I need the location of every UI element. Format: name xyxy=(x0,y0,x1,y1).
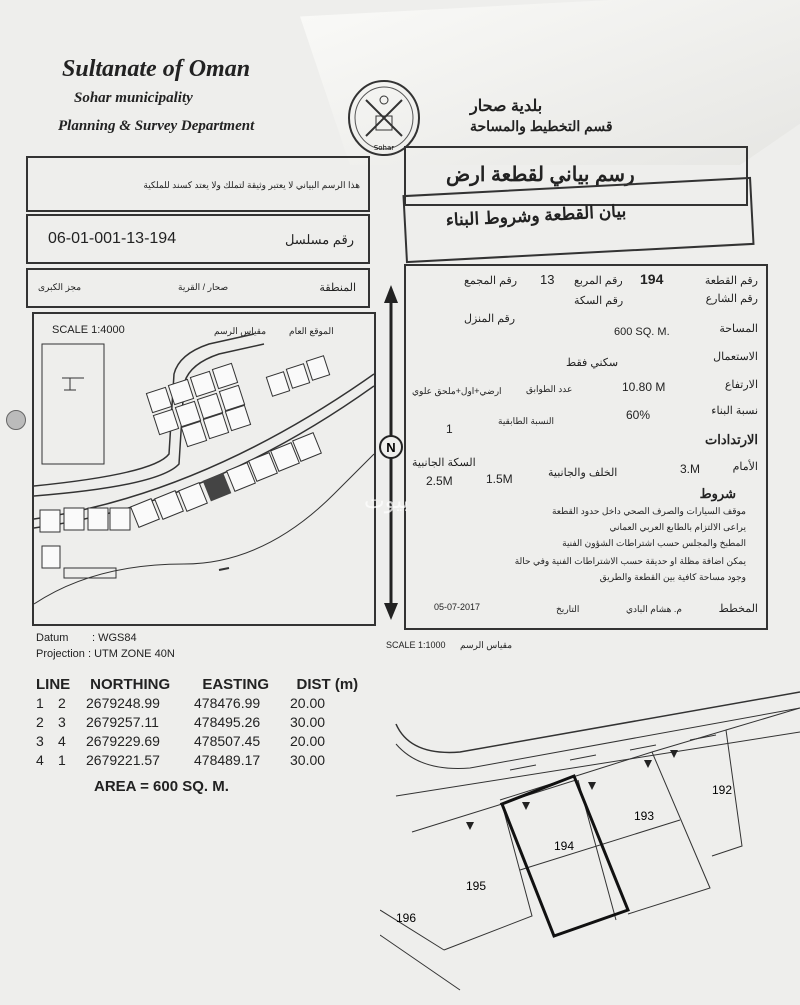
drawing-scale-label: مقياس الرسم xyxy=(214,326,267,336)
plot-192-label: 192 xyxy=(711,783,733,797)
front-value: 3.M xyxy=(680,462,701,476)
detail-scale: SCALE 1:1000 xyxy=(386,640,446,650)
plot-194-label: 194 xyxy=(553,839,575,853)
detail-scale-ar: مقياس الرسم xyxy=(460,640,513,650)
coords-header xyxy=(36,676,358,693)
site-scale: SCALE 1:4000 xyxy=(52,324,125,336)
row-from: 1 xyxy=(36,695,44,711)
department-title: Planning & Survey Department xyxy=(58,118,255,134)
serial-label: رقم مسلسل xyxy=(284,232,354,247)
notice-text: هذا الرسم البياني لا يعتبر وثيقة لتملك ولا يعتد كسند للملكية xyxy=(143,180,360,190)
table-row xyxy=(36,732,325,751)
planner-label: المخطط xyxy=(718,603,758,615)
table-row xyxy=(36,751,325,770)
row-easting: 478495.26 xyxy=(194,714,261,730)
street-label: رقم الشارع xyxy=(705,293,758,305)
village-value: مجز الكبرى xyxy=(38,282,82,292)
planner-name: م. هشام البادي xyxy=(626,604,682,614)
front-label: الأمام xyxy=(732,461,758,473)
row-easting: 478489.17 xyxy=(194,752,261,768)
ar-municipality: بلدية صحار xyxy=(470,98,543,115)
plot-label: رقم القطعة xyxy=(704,275,758,287)
floor-ratio-label: النسبة الطابقية xyxy=(498,416,554,426)
row-northing: 2679221.57 xyxy=(86,752,160,768)
row-dist: 30.00 xyxy=(290,714,326,730)
plot-no: 194 xyxy=(640,271,664,287)
conditions-label: شروط xyxy=(699,486,736,501)
datum-label: Datum xyxy=(36,632,69,644)
site-map-drawing xyxy=(34,314,374,624)
row-from: 4 xyxy=(36,752,44,768)
ar-department: قسم التخطيط والمساحة xyxy=(470,118,613,134)
coords-table xyxy=(36,676,358,693)
complex-label: رقم المجمع xyxy=(464,275,518,287)
back-side-value: 1.5M xyxy=(486,472,513,486)
coords-body xyxy=(36,694,325,770)
title-text: رسم بياني لقطعة ارض xyxy=(446,164,635,186)
row-dist: 20.00 xyxy=(290,733,326,749)
table-row xyxy=(36,694,325,713)
site-map xyxy=(32,312,376,626)
row-easting: 478507.45 xyxy=(194,733,261,749)
area-total: AREA = 600 SQ. M. xyxy=(94,778,229,795)
area-value: 600 SQ. M. xyxy=(614,326,670,338)
area-label: المساحة xyxy=(719,323,758,335)
ratio-label: نسبة البناء xyxy=(711,405,758,417)
notice-box xyxy=(26,156,370,212)
col-dist: DIST (m) xyxy=(296,676,359,693)
plot-196-label: 196 xyxy=(395,911,417,925)
floors-value: ارضي+اول+ملحق علوي xyxy=(412,386,502,396)
setbacks-label: الارتدادات xyxy=(705,432,758,447)
binder-hole xyxy=(6,410,26,430)
seal-text: Sohar xyxy=(373,144,395,152)
row-to: 4 xyxy=(58,733,66,749)
row-northing: 2679248.99 xyxy=(86,695,160,711)
side-alley-value: 2.5M xyxy=(426,474,453,488)
region-box xyxy=(26,268,370,308)
country-title: Sultanate of Oman xyxy=(62,56,251,82)
watermark: بيوت xyxy=(364,488,409,513)
row-from: 2 xyxy=(36,714,44,730)
floor-ratio-value: 1 xyxy=(446,422,453,436)
height-label: الارتفاع xyxy=(724,379,758,391)
north-arrow xyxy=(376,285,406,625)
region-value: صحار / القرية xyxy=(178,282,229,292)
condition-line: وجود مساحة كافية بين القطعة والطريق xyxy=(599,572,746,582)
height-value: 10.80 M xyxy=(622,380,666,394)
row-northing: 2679229.69 xyxy=(86,733,160,749)
row-dist: 20.00 xyxy=(290,695,326,711)
region-label: المنطقة xyxy=(319,282,356,294)
plot-195-label: 195 xyxy=(465,879,487,893)
ratio-value: 60% xyxy=(626,408,651,422)
condition-line: يراعى الالتزام بالطابع العربي العماني xyxy=(609,522,746,532)
square-label: رقم المربع xyxy=(574,275,623,287)
date-value: 05-07-2017 xyxy=(434,602,481,612)
side-alley-label: السكة الجانبية xyxy=(412,457,476,469)
serial-value: 06-01-001-13-194 xyxy=(48,230,177,247)
general-site-label: الموقع العام xyxy=(289,326,334,336)
floors-label: عدد الطوابق xyxy=(526,384,573,394)
north-label: N xyxy=(386,440,396,455)
house-label: رقم المنزل xyxy=(464,313,516,325)
use-value: سكني فقط xyxy=(566,357,619,369)
condition-line: المطبخ والمجلس حسب اشتراطات الشؤون الفنية xyxy=(562,538,746,548)
row-northing: 2679257.11 xyxy=(86,714,159,730)
row-to: 2 xyxy=(58,695,66,711)
col-line: LINE xyxy=(36,676,71,693)
col-easting: EASTING xyxy=(202,676,270,693)
alley-label: رقم السكة xyxy=(574,295,624,307)
use-label: الاستعمال xyxy=(713,351,758,363)
square-no: 13 xyxy=(540,272,555,287)
projection: Projection : UTM ZONE 40N xyxy=(36,648,175,660)
serial-box xyxy=(26,214,370,264)
condition-line: موقف السيارات والصرف الصحي داخل حدود القطعة xyxy=(551,506,746,516)
table-row xyxy=(36,713,325,732)
subtitle-text: بيان القطعة وشروط البناء xyxy=(445,201,627,230)
datum-value: : WGS84 xyxy=(92,632,137,644)
row-easting: 478476.99 xyxy=(194,695,261,711)
plot-193-label: 193 xyxy=(633,809,655,823)
row-dist: 30.00 xyxy=(290,752,326,768)
row-from: 3 xyxy=(36,733,44,749)
col-northing: NORTHING xyxy=(90,676,171,693)
plot-info-panel xyxy=(404,264,768,630)
back-side-label: الخلف والجانبية xyxy=(548,467,618,479)
row-to: 3 xyxy=(58,714,66,730)
detail-plan xyxy=(380,660,800,1005)
municipality-title: Sohar municipality xyxy=(74,90,193,106)
row-to: 1 xyxy=(58,752,66,768)
target-plot-mark xyxy=(203,473,232,502)
condition-line: يمكن اضافة مظلة او حديقة حسب الاشتراطات الفنية وفي حالة xyxy=(514,556,746,566)
date-label: التاريخ xyxy=(556,604,580,614)
